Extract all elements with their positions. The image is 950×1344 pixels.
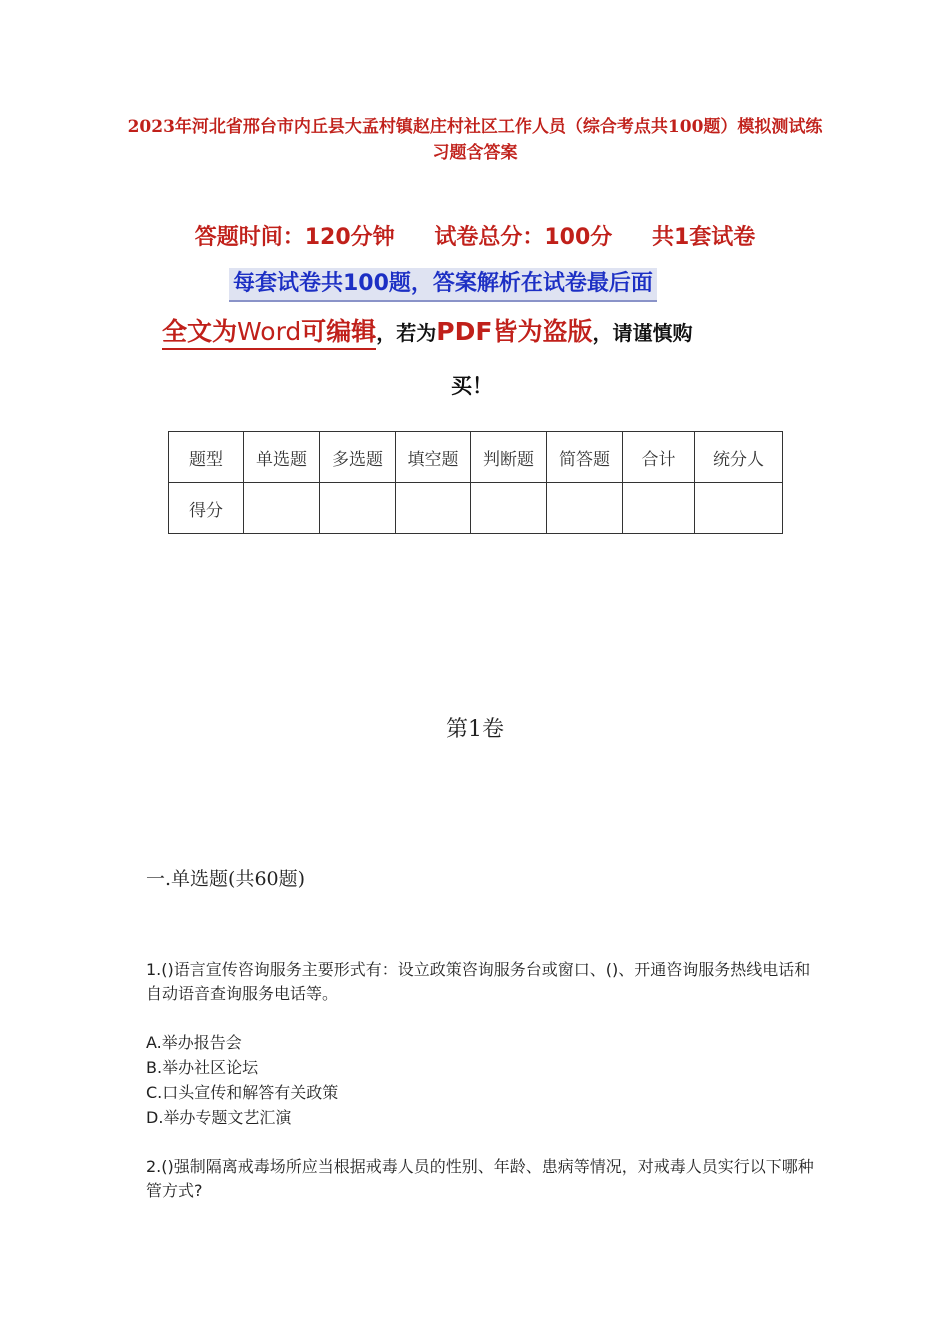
- header-short-answer: 简答题: [547, 432, 623, 483]
- header-scorer: 统分人: [695, 432, 783, 483]
- notice-buy: 买！: [451, 374, 493, 398]
- question-1: 1.()语言宣传咨询服务主要形式有：设立政策咨询服务台或窗口、()、开通咨询服务热线电话和自动语音查询服务电话等。: [146, 960, 811, 1003]
- score-cell: [695, 483, 783, 534]
- option-d: D.举办专题文艺汇演: [146, 1108, 292, 1127]
- notice-editable: 可编辑: [301, 317, 377, 346]
- score-table-header-row: [169, 432, 783, 483]
- header-type: 题型: [169, 432, 244, 483]
- score-table-score-row: [169, 483, 783, 534]
- exam-time: 答题时间：120分钟: [194, 225, 395, 250]
- header-true-false: 判断题: [471, 432, 547, 483]
- score-cell: [244, 483, 320, 534]
- exam-meta: [0, 220, 950, 251]
- score-cell: [547, 483, 623, 534]
- score-cell: [320, 483, 396, 534]
- option-c: C.口头宣传和解答有关政策: [146, 1083, 339, 1102]
- header-multi-choice: 多选题: [320, 432, 396, 483]
- row-label-score: 得分: [169, 483, 244, 534]
- section-heading: 一.单选题(共60题): [146, 868, 306, 890]
- exam-sets: 共1套试卷: [651, 225, 756, 250]
- notice-part1: 全文为: [162, 317, 238, 346]
- answer-notice: 每套试卷共100题，答案解析在试卷最后面: [229, 268, 657, 302]
- exam-total-score: 试卷总分：100分: [434, 225, 613, 250]
- score-cell: [623, 483, 695, 534]
- score-table: [168, 431, 783, 534]
- notice-word: Word: [237, 317, 302, 346]
- score-cell: [471, 483, 547, 534]
- volume-heading: 第1卷: [446, 717, 504, 742]
- notice-pdf: PDF皆为盗版: [436, 317, 593, 346]
- question-2: 2.()强制隔离戒毒场所应当根据戒毒人员的性别、年龄、患病等情况，对戒毒人员实行以下哪种管方式?: [146, 1157, 814, 1200]
- option-b: B.举办社区论坛: [146, 1058, 259, 1077]
- notice-caution: ，请谨慎购: [592, 321, 693, 345]
- copyright-notice: [162, 312, 692, 353]
- option-a: A.举办报告会: [146, 1033, 242, 1052]
- score-cell: [396, 483, 471, 534]
- notice-if: ，若为: [376, 321, 437, 345]
- header-single-choice: 单选题: [244, 432, 320, 483]
- header-fill-blank: 填空题: [396, 432, 471, 483]
- document-title: 2023年河北省邢台市内丘县大孟村镇赵庄村社区工作人员（综合考点共100题）模拟测试练习题含答案: [127, 117, 823, 163]
- header-total: 合计: [623, 432, 695, 483]
